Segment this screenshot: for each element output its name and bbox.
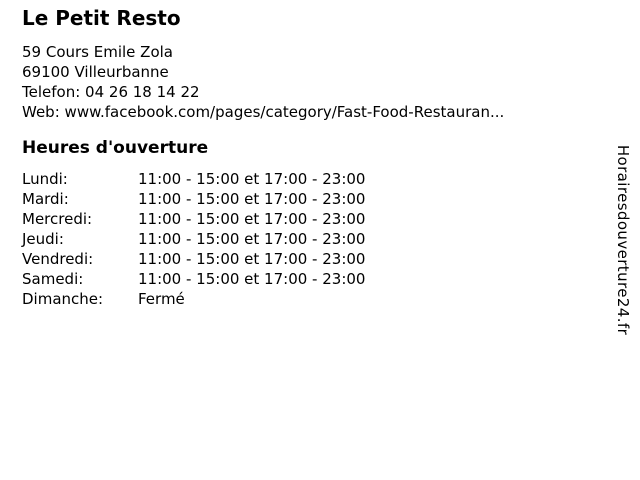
- business-name: Le Petit Resto: [22, 6, 181, 30]
- phone-number: 04 26 18 14 22: [85, 83, 200, 101]
- day-hours: 11:00 - 15:00 et 17:00 - 23:00: [138, 270, 366, 288]
- phone-label: Telefon:: [22, 83, 81, 101]
- day-hours: 11:00 - 15:00 et 17:00 - 23:00: [138, 230, 366, 248]
- table-row: [22, 229, 365, 249]
- day-hours: Fermé: [138, 290, 185, 308]
- day-label: Jeudi:: [22, 230, 64, 248]
- address-city: 69100 Villeurbanne: [22, 63, 169, 81]
- website-link[interactable]: www.facebook.com/pages/category/Fast-Food-Restauran...: [64, 103, 505, 121]
- business-details: [22, 42, 600, 122]
- table-row: [22, 289, 365, 309]
- day-hours: 11:00 - 15:00 et 17:00 - 23:00: [138, 190, 366, 208]
- table-row: [22, 189, 365, 209]
- opening-hours-table: [22, 169, 365, 309]
- web-line: [22, 102, 600, 122]
- day-label: Dimanche:: [22, 290, 104, 308]
- day-hours: 11:00 - 15:00 et 17:00 - 23:00: [138, 170, 366, 188]
- table-row: [22, 269, 365, 289]
- address-street: 59 Cours Emile Zola: [22, 43, 173, 61]
- table-row: [22, 169, 365, 189]
- day-label: Mercredi:: [22, 210, 93, 228]
- table-row: [22, 209, 365, 229]
- day-label: Samedi:: [22, 270, 84, 288]
- day-label: Mardi:: [22, 190, 69, 208]
- day-label: Lundi:: [22, 170, 68, 188]
- site-watermark: Horairesdouverture24.fr: [614, 144, 632, 336]
- day-hours: 11:00 - 15:00 et 17:00 - 23:00: [138, 250, 366, 268]
- table-row: [22, 249, 365, 269]
- day-label: Vendredi:: [22, 250, 94, 268]
- opening-hours-heading: Heures d'ouverture: [22, 138, 209, 158]
- day-hours: 11:00 - 15:00 et 17:00 - 23:00: [138, 210, 366, 228]
- web-label: Web:: [22, 103, 60, 121]
- phone-line: [22, 82, 600, 102]
